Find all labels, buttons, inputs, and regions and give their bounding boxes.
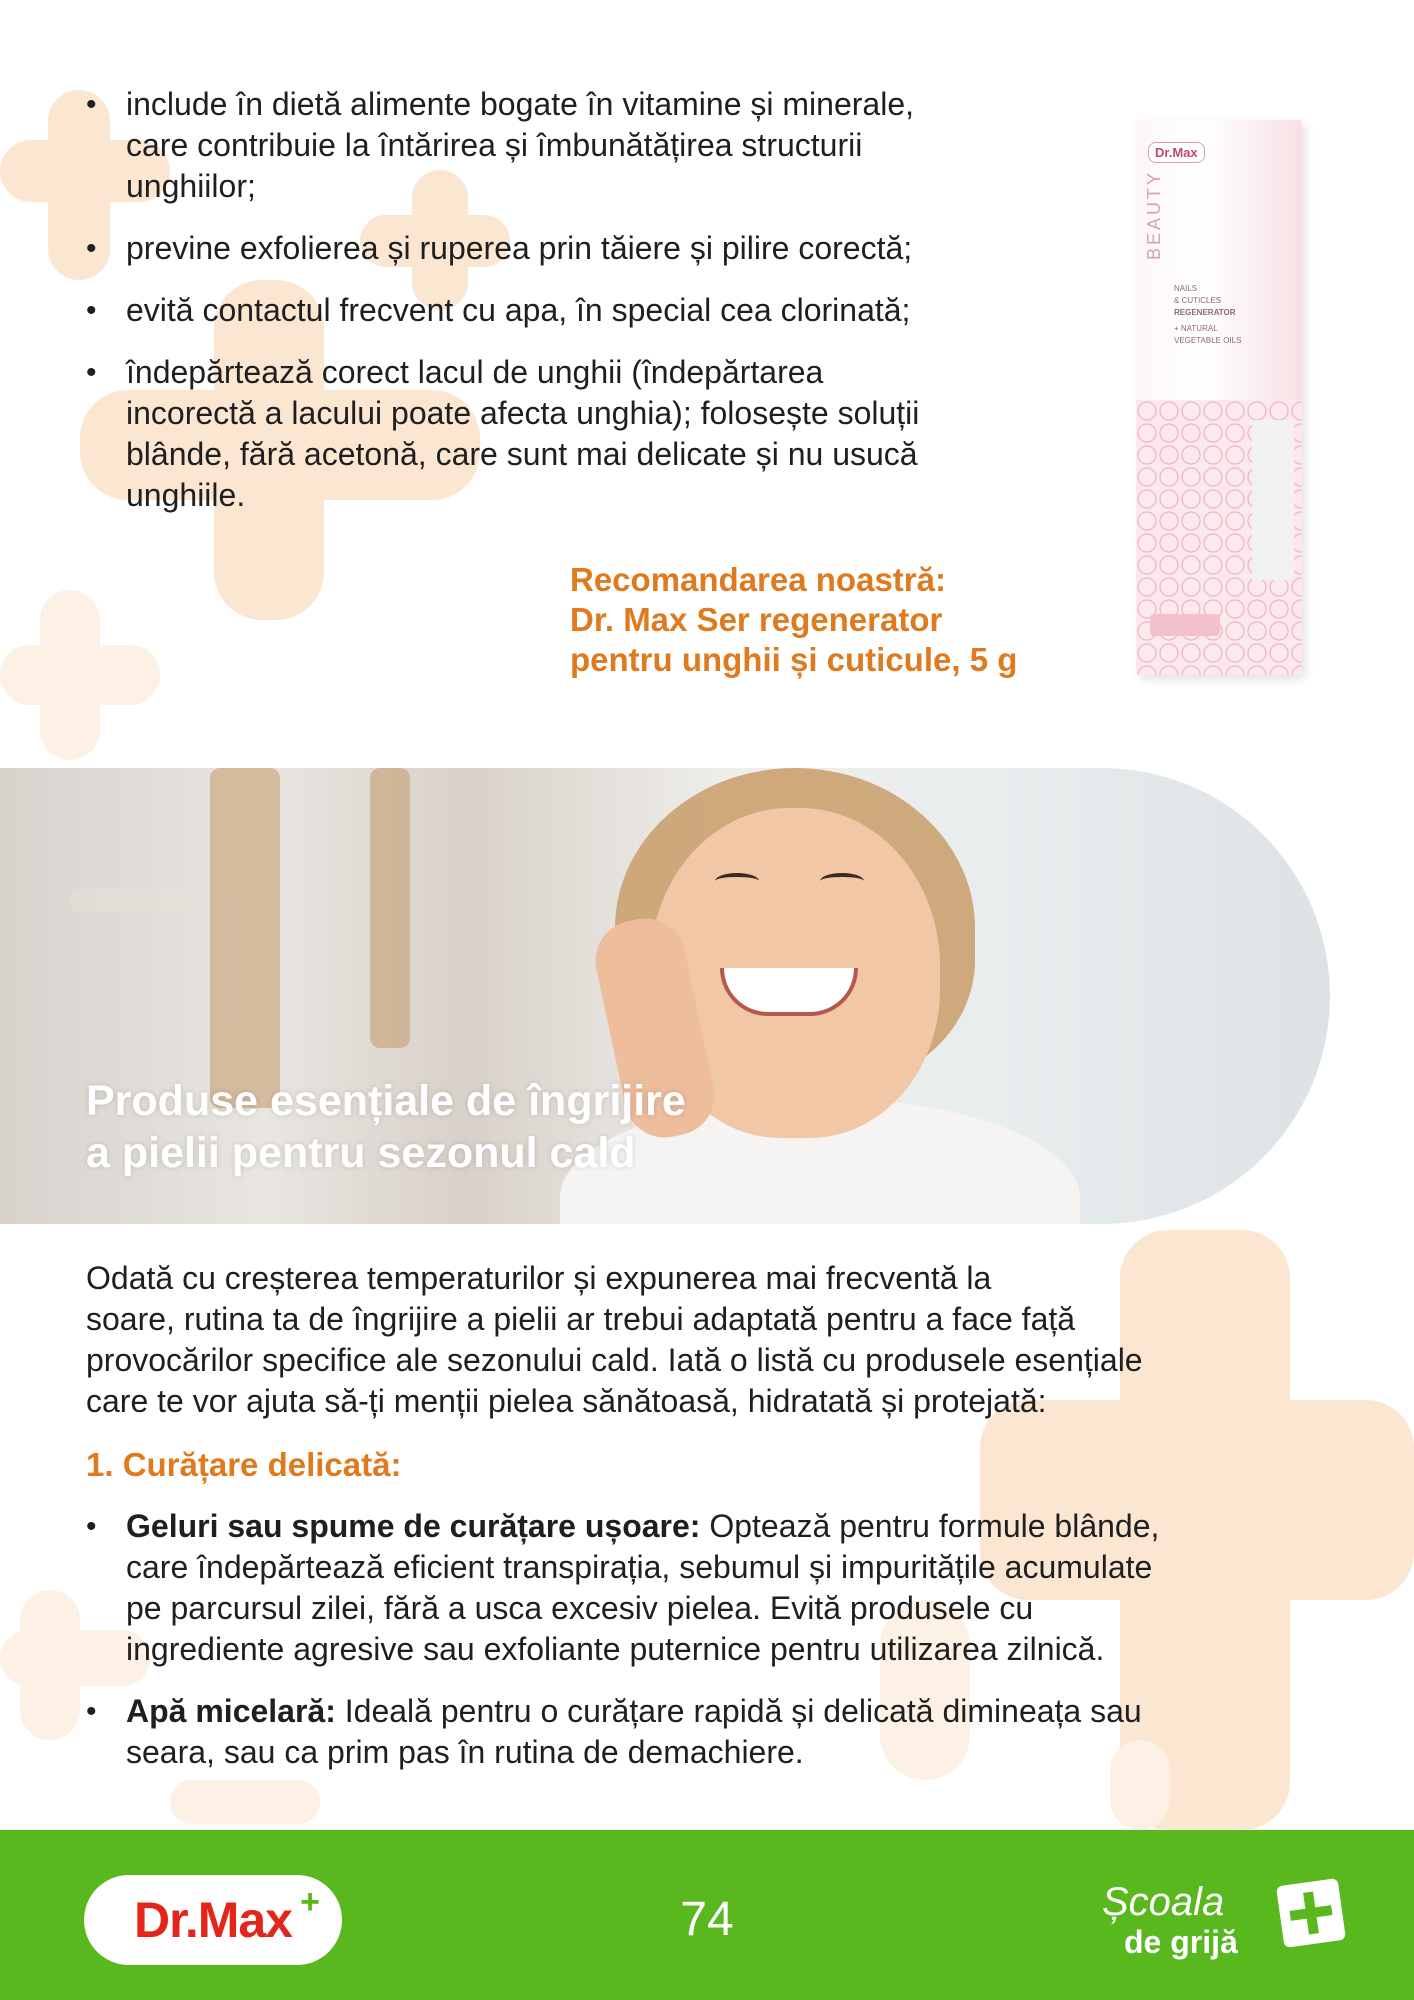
section-title: Produse esențiale de îngrijire a pielii pentru sezonul cald bbox=[86, 1077, 686, 1177]
product-window bbox=[1252, 420, 1294, 580]
brand-line: de grijă bbox=[1124, 1924, 1238, 1960]
page-number: 74 bbox=[680, 1893, 734, 1946]
product-label: + NATURAL bbox=[1174, 324, 1218, 333]
item-title: Apă micelară: bbox=[126, 1693, 336, 1729]
list-item: • Geluri sau spume de curățare ușoare: Optează pentru formule blânde, care îndepărtează eficient transpirația, sebumul și impuritățile acumulate pe parcursul zilei, fără a usca excesiv pielea. Evită produsele cu ingrediente agresive sau exfoliante puternice pentru utilizarea zilnică. bbox=[86, 1506, 1346, 1670]
scoala-de-grija-logo bbox=[1102, 1878, 1362, 1968]
section-heading: 1. Curățare delicată: bbox=[86, 1446, 402, 1483]
plus-box-icon bbox=[1276, 1878, 1346, 1948]
product-badge bbox=[1150, 614, 1220, 636]
logo-text: Dr.Max bbox=[134, 1892, 292, 1948]
intro-paragraph: Odată cu creșterea temperaturilor și expunerea mai frecventă la soare, rutina ta de îngrijire a pielii ar trebui adaptată pentru a face față provocărilor specifice ale sezonului cald. Iată o listă cu produsele esențiale care te vor ajuta să-ți menții pielea sănătoasă, hidratată și protejată: bbox=[86, 1260, 1143, 1419]
product-label: VEGETABLE OILS bbox=[1174, 336, 1242, 345]
list-item: • Apă micelară: Ideală pentru o curățare rapidă și delicată dimineața sau seara, sau ca prim pas în rutina de demachiere. bbox=[86, 1691, 1346, 1773]
recommendation-label: Recomandarea noastră: bbox=[570, 561, 946, 598]
brand-line: Școala bbox=[1102, 1880, 1225, 1924]
background-shelf bbox=[210, 768, 280, 1108]
product-label: & CUTICLES bbox=[1174, 296, 1222, 305]
list-item: • include în dietă alimente bogate în vitamine și minerale, care contribuie la întărirea și îmbunătățirea structurii unghiilor; bbox=[86, 84, 1086, 207]
product-line-text: BEAUTY bbox=[1144, 169, 1164, 260]
product-box-image bbox=[1136, 120, 1302, 675]
background-shelf bbox=[370, 768, 410, 1048]
list-item: • îndepărtează corect lacul de unghii (îndepărtarea incorectă a lacului poate afecta unghia); folosește soluții blânde, fără acetonă, care sunt mai delicate și nu usucă unghiile. bbox=[86, 352, 1086, 516]
photo-eye bbox=[715, 873, 759, 889]
footer-bar bbox=[0, 1830, 1414, 2000]
product-label: REGENERATOR bbox=[1174, 308, 1236, 317]
product-brand-logo: Dr.Max bbox=[1148, 142, 1205, 163]
list-item: • previne exfolierea și ruperea prin tăiere și pilire corectă; bbox=[86, 228, 1086, 269]
decorative-cross bbox=[0, 645, 160, 705]
item-title: Geluri sau spume de curățare ușoare: bbox=[126, 1508, 701, 1544]
product-recommendation bbox=[570, 560, 1017, 680]
plus-icon: + bbox=[300, 1883, 320, 1921]
recommendation-product: pentru unghii și cuticule, 5 g bbox=[570, 641, 1018, 678]
cleansing-products-list bbox=[86, 1506, 1346, 1794]
background-shelf bbox=[70, 888, 190, 912]
photo-eye bbox=[820, 873, 864, 889]
nail-care-tips-list bbox=[86, 84, 1086, 537]
list-item: • evită contactul frecvent cu apa, în special cea clorinată; bbox=[86, 290, 1086, 331]
recommendation-product: Dr. Max Ser regenerator bbox=[570, 601, 943, 638]
product-label: NAILS bbox=[1174, 284, 1198, 293]
